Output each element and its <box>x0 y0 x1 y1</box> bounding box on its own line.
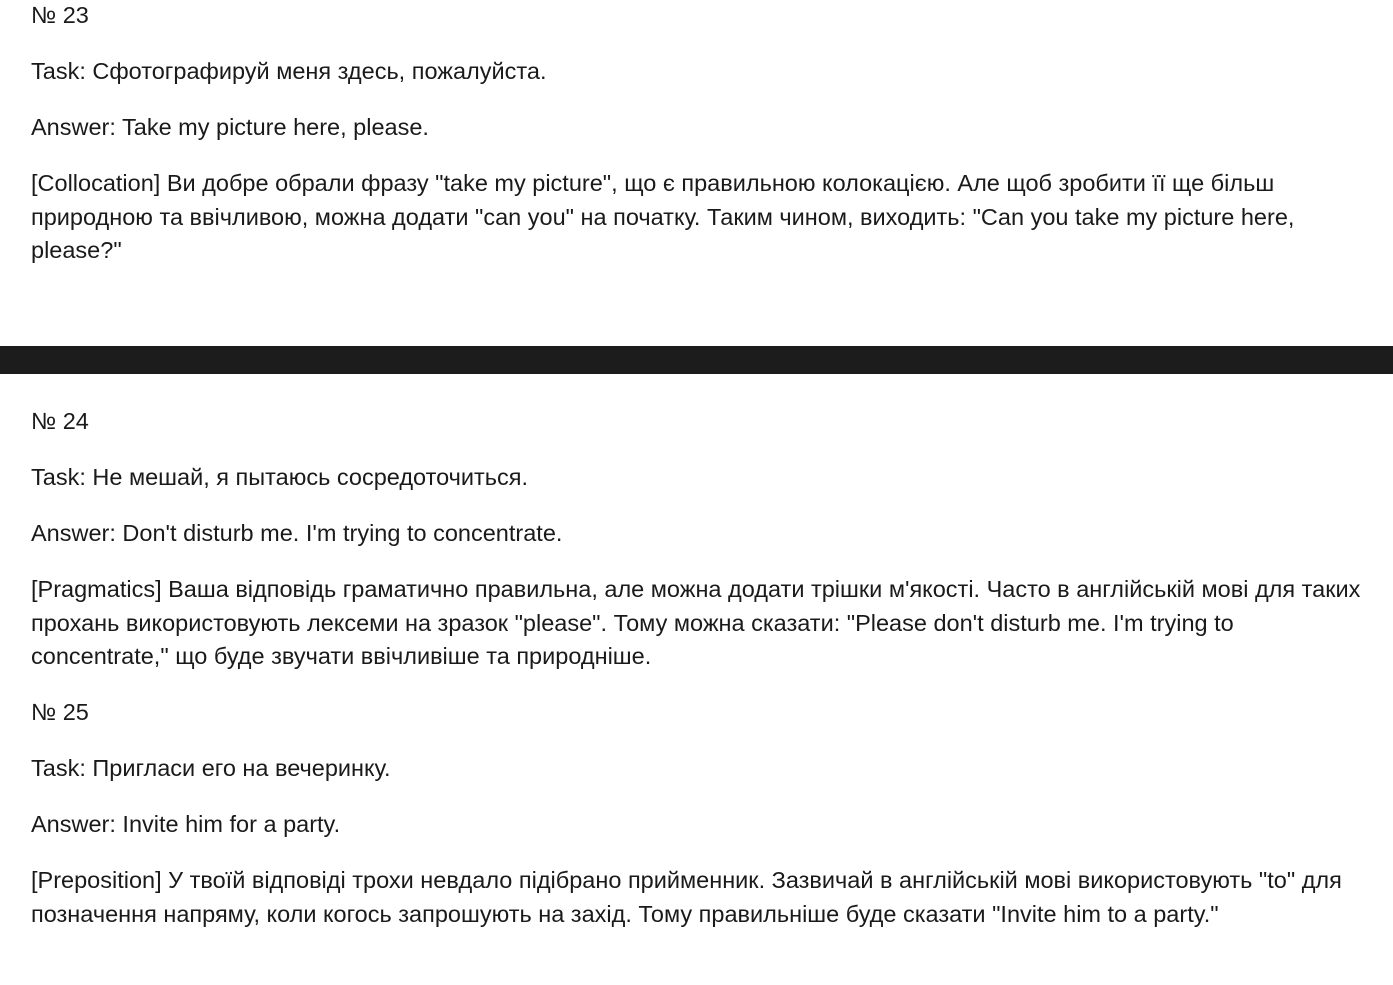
entry-feedback: [Preposition] У твоїй відповіді трохи невдало підібрано прийменник. Зазвичай в англійській мові використовують "to" для позначення напряму, коли когось запрошують на захід. Тому правильніше буде сказати "Invite him to a party." <box>31 867 1342 927</box>
entry-23 <box>31 0 1371 268</box>
entry-answer: Answer: Invite him for a party. <box>31 811 341 837</box>
entry-number: № 25 <box>31 699 89 725</box>
entry-task: Task: Пригласи его на вечеринку. <box>31 755 391 781</box>
entry-feedback: [Collocation] Ви добре обрали фразу "take my picture", що є правильною колокацією. Але щоб зробити її ще більш природною та ввічливою, можна додати "can you" на початку. Таким чином, виходить: "Can you take my picture here, please?" <box>31 170 1295 263</box>
entry-answer: Answer: Take my picture here, please. <box>31 114 429 140</box>
section-divider <box>0 346 1393 374</box>
entries-24-25 <box>31 405 1371 931</box>
entry-feedback: [Pragmatics] Ваша відповідь граматично правильна, але можна додати трішки м'якості. Часто в англійській мові для таких прохань використовують лексеми на зразок "please". Тому можна сказати: "Please don't disturb me. I'm trying to concentrate," що буде звучати ввічливіше та природніше. <box>31 576 1361 669</box>
entry-number: № 23 <box>31 2 89 28</box>
entry-answer: Answer: Don't disturb me. I'm trying to concentrate. <box>31 520 563 546</box>
entry-number: № 24 <box>31 408 89 434</box>
entry-task: Task: Сфотографируй меня здесь, пожалуйста. <box>31 58 547 84</box>
entry-task: Task: Не мешай, я пытаюсь сосредоточиться. <box>31 464 529 490</box>
